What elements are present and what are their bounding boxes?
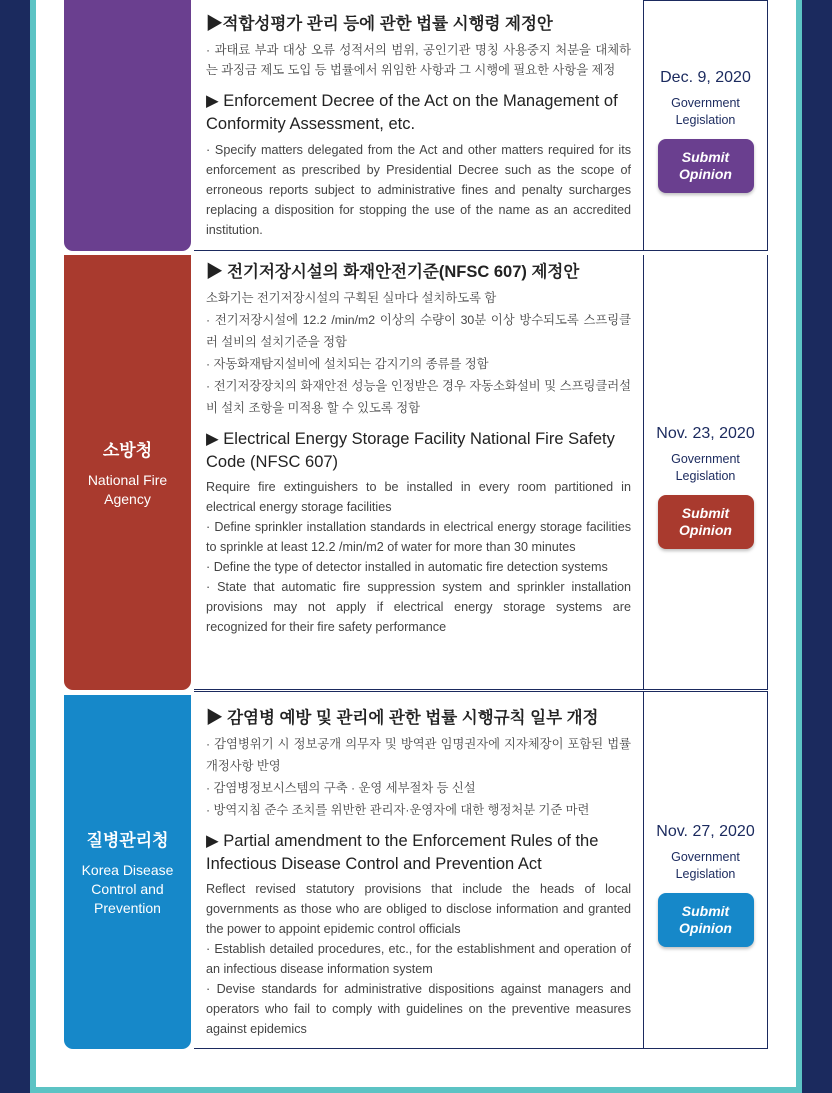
legislation-type: Government Legislation: [671, 95, 740, 127]
agency-name-en: Korea Disease Control and Prevention: [81, 862, 174, 916]
title-ko: ▶적합성평가 관리 등에 관한 법률 시행령 제정안: [206, 15, 553, 33]
content-cell: [194, 691, 643, 1049]
paragraph: · Define the type of detector installed in automatic fire detection systems: [206, 560, 608, 574]
submit-opinion-button[interactable]: [658, 893, 754, 947]
legislation-row: [64, 0, 768, 251]
paragraph: · Devise standards for administrative dispositions against managers and operators who fail to comply with guidelines on the preventive measures against epidemics: [206, 982, 631, 1036]
paragraph: · Establish detailed procedures, etc., for the establishment and operation of an infectious disease information system: [206, 942, 631, 976]
paragraph: · 전기저장장치의 화재안전 성능을 인정받은 경우 자동소화설비 및 스프링클러설비 설치 조항을 미적용 할 수 있도록 정함: [206, 379, 631, 415]
title-en: ▶ Enforcement Decree of the Act on the Management of Conformity Assessment, etc.: [206, 92, 618, 133]
button-label: Submit: [681, 148, 730, 165]
paragraph: · Define sprinkler installation standards in electrical energy storage facilities to sprinkle at least 12.2 /min/m2 of water for more than 30 minutes: [206, 520, 631, 554]
legislation-type: Government Legislation: [671, 452, 740, 483]
title-ko: ▶ 감염병 예방 및 관리에 관한 법률 시행규칙 일부 개정: [206, 709, 599, 727]
legislation-row: [64, 255, 768, 690]
status-cell: [643, 0, 768, 251]
paragraph: · 방역지침 준수 조치를 위반한 관리자·운영자에 대한 행정처분 기준 마련: [206, 803, 590, 817]
paragraph: 소화기는 전기저장시설의 구획된 실마다 설치하도록 함: [206, 291, 497, 305]
button-label: Opinion: [679, 920, 732, 936]
paragraph: Require fire extinguishers to be installed in every room partitioned in electrical energy storage facilities: [206, 480, 631, 514]
paragraph: · 자동화재탐지설비에 설치되는 감지기의 종류를 정함: [206, 357, 489, 371]
agency-cell: [64, 255, 191, 690]
button-label: Submit: [681, 903, 730, 919]
agency-cell: [64, 0, 191, 251]
submit-opinion-button[interactable]: [658, 495, 754, 549]
paragraph: · 감염병위기 시 정보공개 의무자 및 방역관 임명권자에 지자체장이 포함된 법률 개정사항 반영: [206, 737, 631, 773]
title-ko: ▶ 전기저장시설의 화재안전기준(NFSC 607) 제정안: [206, 263, 580, 281]
content-cell: [194, 0, 643, 251]
status-cell: [643, 255, 768, 690]
date: Nov. 23, 2020: [656, 425, 755, 442]
paragraph: Reflect revised statutory provisions that include the heads of local governments as those who are obliged to disclose information and granted the power to appoint epidemic control officials: [206, 882, 631, 936]
button-label: Submit: [681, 505, 730, 521]
paragraph: · 과태료 부과 대상 오류 성적서의 범위, 공인기관 명칭 사용중지 처분을 대체하는 과징금 제도 도입 등 법률에서 위임한 사항과 그 시행에 필요한 사항을 제정: [206, 43, 631, 77]
paragraph: · 전기저장시설에 12.2 /min/m2 이상의 수량이 30분 이상 방수되도록 스프링클러 설비의 설치기준을 정함: [206, 313, 631, 349]
date: Nov. 27, 2020: [656, 823, 755, 840]
agency-name-en: National Fire Agency: [87, 472, 168, 507]
button-label: Opinion: [679, 522, 732, 538]
submit-opinion-button[interactable]: [658, 139, 754, 193]
date: Dec. 9, 2020: [660, 68, 751, 86]
agency-name-ko: 소방청: [102, 441, 153, 460]
paragraph: · State that automatic fire suppression system and sprinkler installation provisions may not apply if electrical energy storage systems are recognized for their fire safety performance: [206, 580, 631, 634]
content-cell: [194, 255, 643, 690]
legislation-row: [64, 691, 768, 1049]
title-en: ▶ Partial amendment to the Enforcement Rules of the Infectious Disease Control and Prevention Act: [206, 832, 599, 873]
agency-cell: [64, 695, 191, 1049]
button-label: Opinion: [679, 165, 732, 182]
status-cell: [643, 691, 768, 1049]
paragraph: · 감염병정보시스템의 구축 · 운영 세부절차 등 신설: [206, 781, 476, 795]
agency-name-ko: 질병관리청: [86, 831, 169, 850]
legislation-type: Government Legislation: [671, 850, 740, 881]
paragraph: · Specify matters delegated from the Act and other matters required for its enforcement as prescribed by Presidential Decree such as the scope of erroneous reports subject to administrative fines and penalty surcharges replacing a disposition for stopping the use of the name as an accredited institution.: [206, 143, 631, 237]
title-en: ▶ Electrical Energy Storage Facility National Fire Safety Code (NFSC 607): [206, 430, 615, 471]
